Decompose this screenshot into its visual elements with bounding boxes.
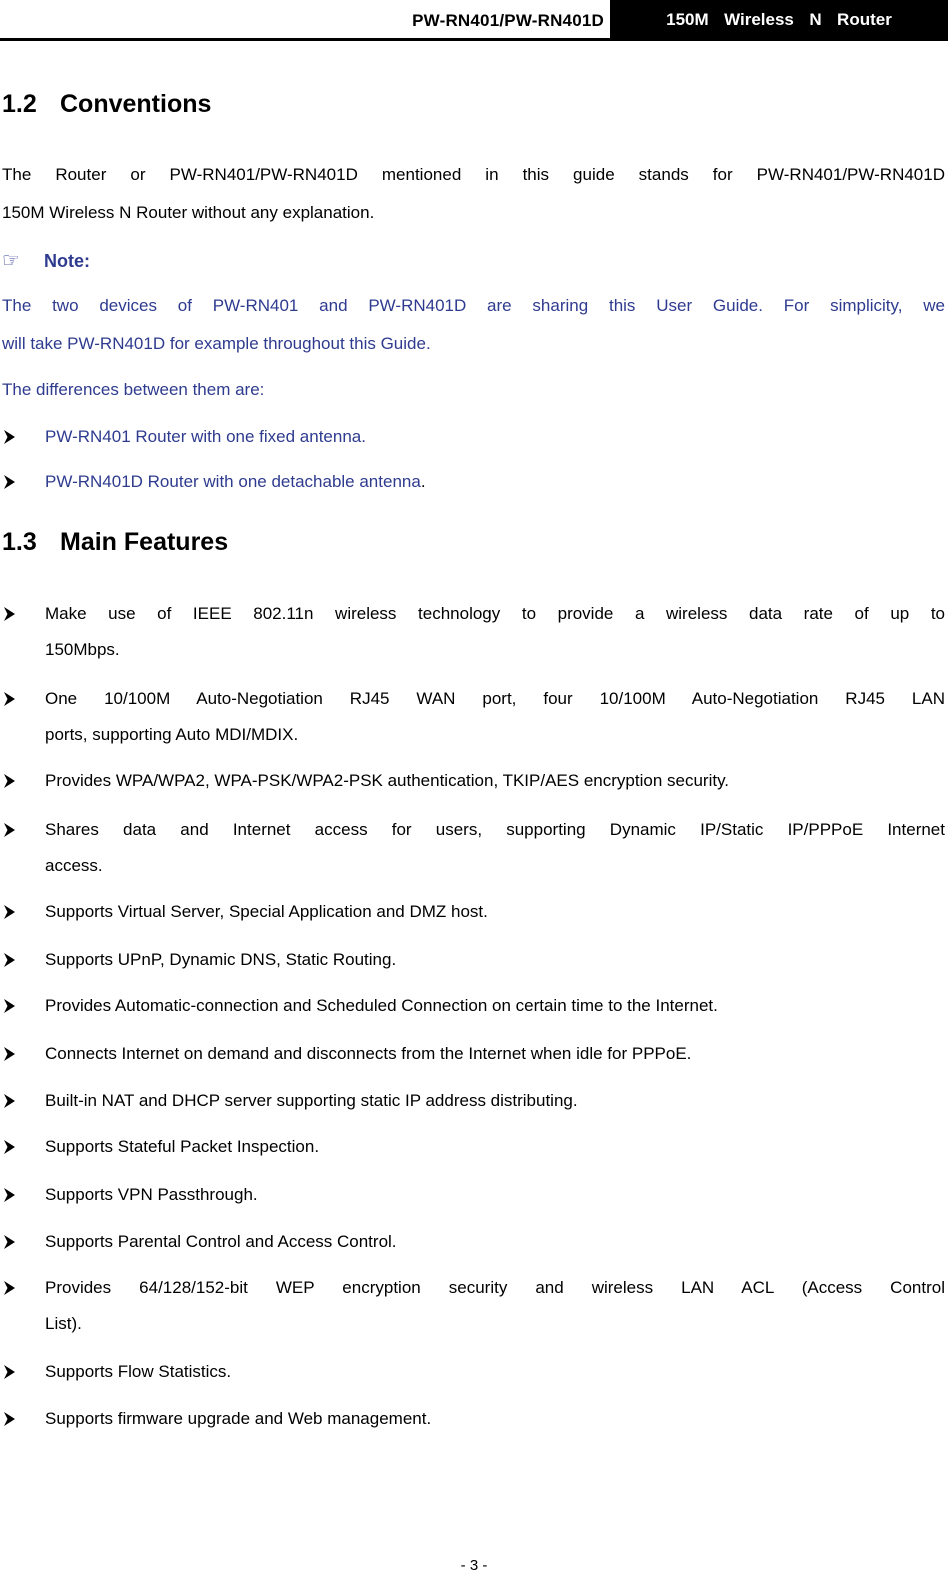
conventions-line-1: The Router or PW-RN401/PW-RN401D mentioned in this guide stands for PW-RN401/PW-RN401D: [2, 165, 945, 184]
arrow-bullet-icon: [2, 1038, 16, 1069]
feature-item: [2, 598, 945, 665]
feature-text: Supports firmware upgrade and Web management.: [45, 1409, 432, 1428]
feature-text: Supports Stateful Packet Inspection.: [45, 1137, 320, 1156]
arrow-bullet-icon: [2, 1179, 16, 1210]
arrow-bullet-icon: [2, 683, 16, 714]
feature-text: Supports Flow Statistics.: [45, 1362, 232, 1381]
arrow-bullet-icon: [2, 421, 16, 452]
section-heading-main-features: [2, 528, 228, 557]
feature-item: [2, 1038, 945, 1069]
conventions-line-2: 150M Wireless N Router without any explanation.: [2, 203, 375, 222]
feature-text: Built-in NAT and DHCP server supporting static IP address distributing.: [45, 1091, 578, 1110]
list-item: [2, 421, 945, 452]
feature-text-line-2: access.: [45, 856, 103, 875]
feature-text-line-1: Shares data and Internet access for users, supporting Dynamic IP/Static IP/PPPoE Internet: [45, 820, 945, 839]
arrow-bullet-icon: [2, 1272, 16, 1303]
difference-period: .: [420, 472, 426, 491]
feature-text-line-1: Provides 64/128/152-bit WEP encryption security and wireless LAN ACL (Access Control: [45, 1278, 945, 1297]
difference-text: PW-RN401 Router with one fixed antenna.: [45, 427, 366, 446]
feature-item: [2, 1085, 945, 1116]
note-label: Note:: [44, 251, 90, 271]
section-title: Conventions: [60, 90, 212, 118]
feature-text-line-1: Make use of IEEE 802.11n wireless technology to provide a wireless data rate of up to: [45, 604, 945, 623]
arrow-bullet-icon: [2, 944, 16, 975]
feature-item: [2, 814, 945, 881]
feature-text-line-2: List).: [45, 1314, 82, 1333]
pointing-hand-icon: ☞: [2, 250, 20, 272]
feature-text-line-2: 150Mbps.: [45, 640, 120, 659]
feature-text: Supports Virtual Server, Special Application and DMZ host.: [45, 902, 488, 921]
feature-text: Provides Automatic-connection and Scheduled Connection on certain time to the Internet.: [45, 996, 718, 1015]
feature-text-line-2: ports, supporting Auto MDI/MDIX.: [45, 725, 299, 744]
arrow-bullet-icon: [2, 990, 16, 1021]
feature-text: Supports VPN Passthrough.: [45, 1185, 258, 1204]
arrow-bullet-icon: [2, 466, 16, 497]
feature-item: [2, 990, 945, 1021]
arrow-bullet-icon: [2, 896, 16, 927]
feature-item: [2, 944, 945, 975]
feature-item: [2, 1403, 945, 1434]
header-model: PW-RN401/PW-RN401D: [412, 11, 604, 30]
feature-item: [2, 896, 945, 927]
feature-text: Provides WPA/WPA2, WPA-PSK/WPA2-PSK authentication, TKIP/AES encryption security.: [45, 771, 730, 790]
section-number: 1.3: [2, 528, 37, 556]
feature-item: [2, 1356, 945, 1387]
feature-item: [2, 765, 945, 796]
arrow-bullet-icon: [2, 598, 16, 629]
arrow-bullet-icon: [2, 765, 16, 796]
feature-item: [2, 1131, 945, 1162]
header-product: [610, 0, 948, 39]
page-number: - 3 -: [460, 1557, 488, 1574]
header-product-label: 150M Wireless N Router: [666, 9, 892, 29]
feature-text: Connects Internet on demand and disconnects from the Internet when idle for PPPoE.: [45, 1044, 692, 1063]
differences-intro: The differences between them are:: [2, 380, 265, 399]
arrow-bullet-icon: [2, 1403, 16, 1434]
feature-text-line-1: One 10/100M Auto-Negotiation RJ45 WAN port, four 10/100M Auto-Negotiation RJ45 LAN: [45, 689, 945, 708]
difference-text: PW-RN401D Router with one detachable antenna: [45, 472, 421, 491]
arrow-bullet-icon: [2, 1131, 16, 1162]
section-title: Main Features: [60, 528, 229, 556]
section-heading-conventions: [2, 90, 211, 119]
page-header: [0, 0, 948, 42]
arrow-bullet-icon: [2, 1356, 16, 1387]
feature-item: [2, 1272, 945, 1339]
feature-item: [2, 683, 945, 750]
note-line-1: The two devices of PW-RN401 and PW-RN401D are sharing this User Guide. For simplicity, we: [2, 296, 945, 315]
header-rule: [0, 38, 948, 41]
note-heading: [2, 248, 90, 273]
feature-item: [2, 1226, 945, 1257]
feature-text: Supports UPnP, Dynamic DNS, Static Routing.: [45, 950, 397, 969]
list-item: [2, 466, 945, 497]
section-number: 1.2: [2, 90, 37, 118]
arrow-bullet-icon: [2, 814, 16, 845]
arrow-bullet-icon: [2, 1085, 16, 1116]
feature-text: Supports Parental Control and Access Control.: [45, 1232, 397, 1251]
feature-item: [2, 1179, 945, 1210]
note-line-2: will take PW-RN401D for example throughout this Guide.: [2, 334, 431, 353]
arrow-bullet-icon: [2, 1226, 16, 1257]
